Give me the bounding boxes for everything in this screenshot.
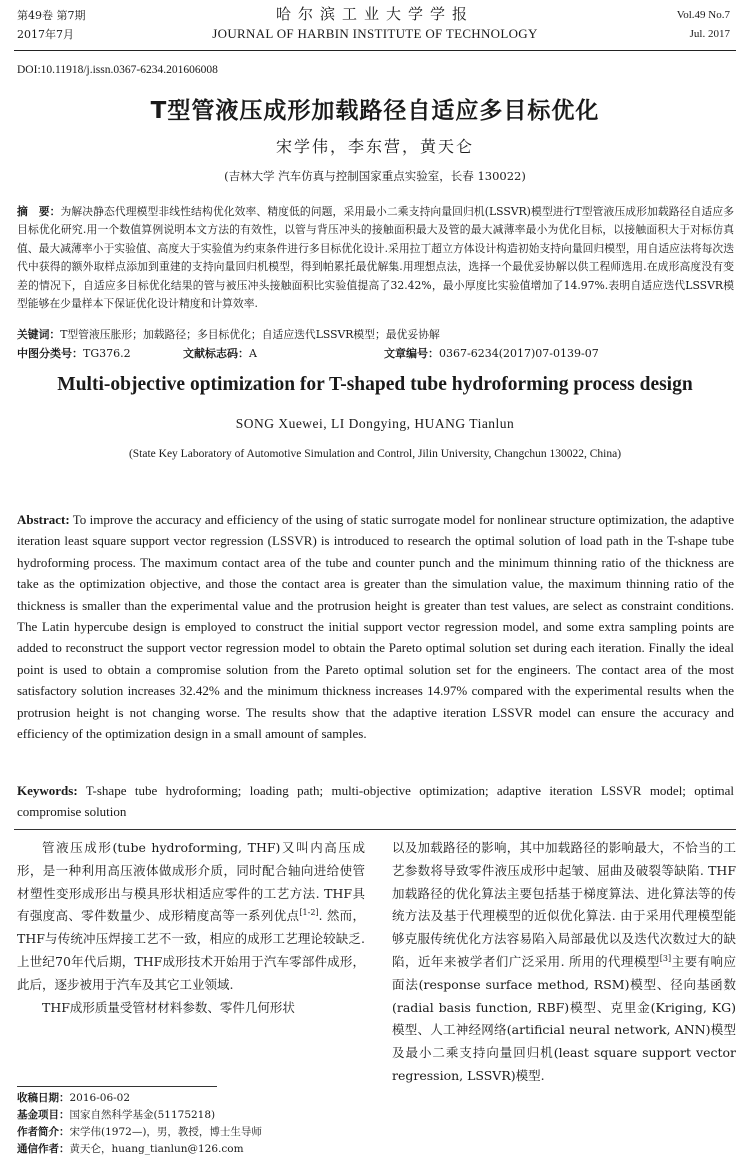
body-paragraph <box>392 837 736 1088</box>
footnote-text: 宋学伟(1972—)，男，教授，博士生导师 <box>69 1126 262 1138</box>
footnote-label: 作者简介： <box>17 1126 70 1138</box>
abstract-en <box>17 509 734 744</box>
paper-title-cn: T型管液压成形加载路径自适应多目标优化 <box>150 98 600 124</box>
doc-code-value: A <box>249 347 257 360</box>
article-number <box>384 345 599 363</box>
footnote-funding <box>17 1107 377 1124</box>
footnote-text[interactable]: 黄天仑，huang_tianlun@126.com <box>69 1143 244 1155</box>
keywords-cn-label: 关键词： <box>17 328 61 341</box>
keywords-cn <box>17 326 734 344</box>
header-date-en: Jul. 2017 <box>689 28 730 40</box>
body-text: THF成形质量受管材材料参数、零件几何形状 <box>42 999 295 1015</box>
header-volume-en <box>677 6 730 44</box>
abstract-en-text: To improve the accuracy and efficiency of the using of static surrogate model for nonlinear structure optimization, the adaptive iteration least square support vector regression (LSSVR) is introduced to research the optimal solution of load path in the T-shape tube hydroforming process. The maximum contact area of the tube and counter punch and the minimum thinning ratio of the thickness are take as the optimization objective, and those the contact area is greater than the simulation value, the maximum thinning ratio of the thickness is smaller than the experimental value and the protrusion height is greater than test values, are select as constraint conditions. The Latin hypercube design is employed to construct the initial support vector regression model, and some extra sampling points are added to reconstruct the support vector regression model to obtain the Pareto optimal solution set during each iteration. Finally the ideal point is used to obtain a compromise solution from the Pareto optimal solution set for the engineers. The contact area of the most satisfactory solution increases 32.42% and the minimum thickness increases 14.97% compared with the experimental results when the protrusion height is not changing worse. The results show that the adaptive iteration LSSVR model can ensure the accuracy and efficiency of the optimization design in a small amount of samples. <box>17 512 734 742</box>
footnotes <box>17 1090 377 1158</box>
footnote-text: 2016-06-02 <box>69 1092 131 1104</box>
header-volume-cn <box>17 6 86 44</box>
header-rule <box>14 50 736 51</box>
header-volume-issue-cn: 第49卷 第7期 <box>17 9 86 22</box>
body-paragraph <box>17 837 365 997</box>
keywords-en-text: T-shape tube hydroforming; loading path; multi-objective optimization; adaptive iteration LSSVR model; optimal compromise solution <box>17 783 734 820</box>
footnote-received <box>17 1090 377 1107</box>
body-text: 以及加载路径的影响，其中加载路径的影响最大，不恰当的工艺参数将导致零件液压成形中起皱、屈曲及破裂等缺陷. THF加载路径的优化算法主要包括基于梯度算法、进化算法等的传统方法及基于代理模型的近似优化算法. 由于采用代理模型能够克服传统优化方法容易陷入局部最优以及迭代次数过大的缺陷，近年来被学者们广泛采用. 所用的代理模型 <box>392 840 736 969</box>
doi[interactable]: DOI:10.11918/j.issn.0367-6234.201606008 <box>17 64 218 76</box>
document-code <box>183 345 257 363</box>
doc-code-label: 文献标志码： <box>183 347 249 360</box>
clc-label: 中图分类号： <box>17 347 83 360</box>
body-text: . 然而，THF与传统冲压焊接工艺不一致，相应的成形工艺理论较缺乏. 上世纪70年代后期，THF成形技术开始用于汽车零部件成形，此后，逐步被用于汽车及其它工业领域. <box>17 908 365 992</box>
citation-ref[interactable]: [3] <box>659 953 672 963</box>
body-text: 主要有响应面法(response surface method, RSM)模型、径向基函数(radial basis function, RBF)模型、克里金(Kriging, KG)模型、人工神经网络(artificial neural network, ANN)模型及最小二乘支持向量回归机(least square support vector regression, LSSVR)模型. <box>392 953 736 1083</box>
body-right-column <box>392 837 736 1088</box>
clc-number <box>17 345 131 363</box>
header-volume-issue-en: Vol.49 No.7 <box>676 9 730 21</box>
abstract-cn <box>17 203 734 313</box>
abstract-en-label: Abstract: <box>17 512 70 527</box>
body-text: 管液压成形(tube hydroforming, THF)又叫内高压成形，是一种利用高压液体做成形介质，同时配合轴向进给使管材塑性变形成形出与模具形状相适应零件的工艺方法. THF具有强度高、零件数量少、成形精度高等一系列优点 <box>17 840 365 924</box>
article-number-label: 文章编号： <box>384 347 439 360</box>
footnote-corresponding <box>17 1141 377 1158</box>
footnote-text: 国家自然科学基金(51175218) <box>69 1109 216 1121</box>
body-left-column <box>17 837 365 1019</box>
footnote-label: 收稿日期： <box>17 1092 70 1104</box>
keywords-en-label: Keywords: <box>17 783 78 798</box>
abstract-cn-label: 摘 要： <box>17 205 61 218</box>
header-date-cn: 2017年7月 <box>17 28 74 41</box>
clc-value: TG376.2 <box>83 347 131 360</box>
keywords-cn-text: T型管液压胀形；加载路径；多目标优化；自适应迭代LSSVR模型；最优妥协解 <box>60 328 440 341</box>
footnote-author-bio <box>17 1124 377 1141</box>
article-number-value: 0367-6234(2017)07-0139-07 <box>439 347 599 360</box>
affiliation-en: (State Key Laboratory of Automotive Simulation and Control, Jilin University, Changchun 130022, China) <box>128 448 622 460</box>
footnote-label: 通信作者： <box>17 1143 70 1155</box>
footnote-label: 基金项目： <box>17 1109 70 1121</box>
body-paragraph <box>17 997 365 1020</box>
authors-en: SONG Xuewei, LI Dongying, HUANG Tianlun <box>235 416 515 431</box>
journal-title <box>150 4 600 44</box>
footnote-rule <box>17 1086 217 1087</box>
citation-ref[interactable]: [1-2] <box>299 908 319 918</box>
section-rule <box>14 829 736 830</box>
affiliation-cn: (吉林大学 汽车仿真与控制国家重点实验室，长春 130022) <box>224 169 526 183</box>
journal-title-cn: 哈尔滨工业大学学报 <box>275 5 474 23</box>
paper-title-en: Multi-objective optimization for T-shaped tube hydroforming process design <box>57 374 693 395</box>
keywords-en <box>17 780 734 823</box>
abstract-cn-text: 为解决静态代理模型非线性结构优化效率、精度低的问题，采用最小二乘支持向量回归机(LSSVR)模型进行T型管液压成形加载路径自适应多目标优化研究.用一个数值算例说明本文方法的有效性，以管与背压冲头的接触面积最大及管的最大减薄率最小为优化目标，以接触面积大于对标仿真值、最大减薄率小于实验值、高度大于实验值为约束条件进行多目标优化设计.采用拉丁超立方体设计构造初始支持向量回归模型，用自适应法将每次迭代中获得的额外取样点添加到重建的支持向量回归机模型，得到帕累托最优解集.用理想点法，选择一个最优妥协解以供工程师选用.在成形高度没有变差的情况下，自适应多目标优化结果的管与被压冲头接触面积比实验值提高了32.42%，最小厚度比实验值增加了14.97%.表明自适应迭代LSSVR模型能够在少量样本下保证优化设计精度和计算效率. <box>17 205 734 311</box>
journal-title-en: JOURNAL OF HARBIN INSTITUTE OF TECHNOLOGY <box>212 26 538 41</box>
authors-cn: 宋学伟，李东营，黄天仑 <box>275 137 474 156</box>
